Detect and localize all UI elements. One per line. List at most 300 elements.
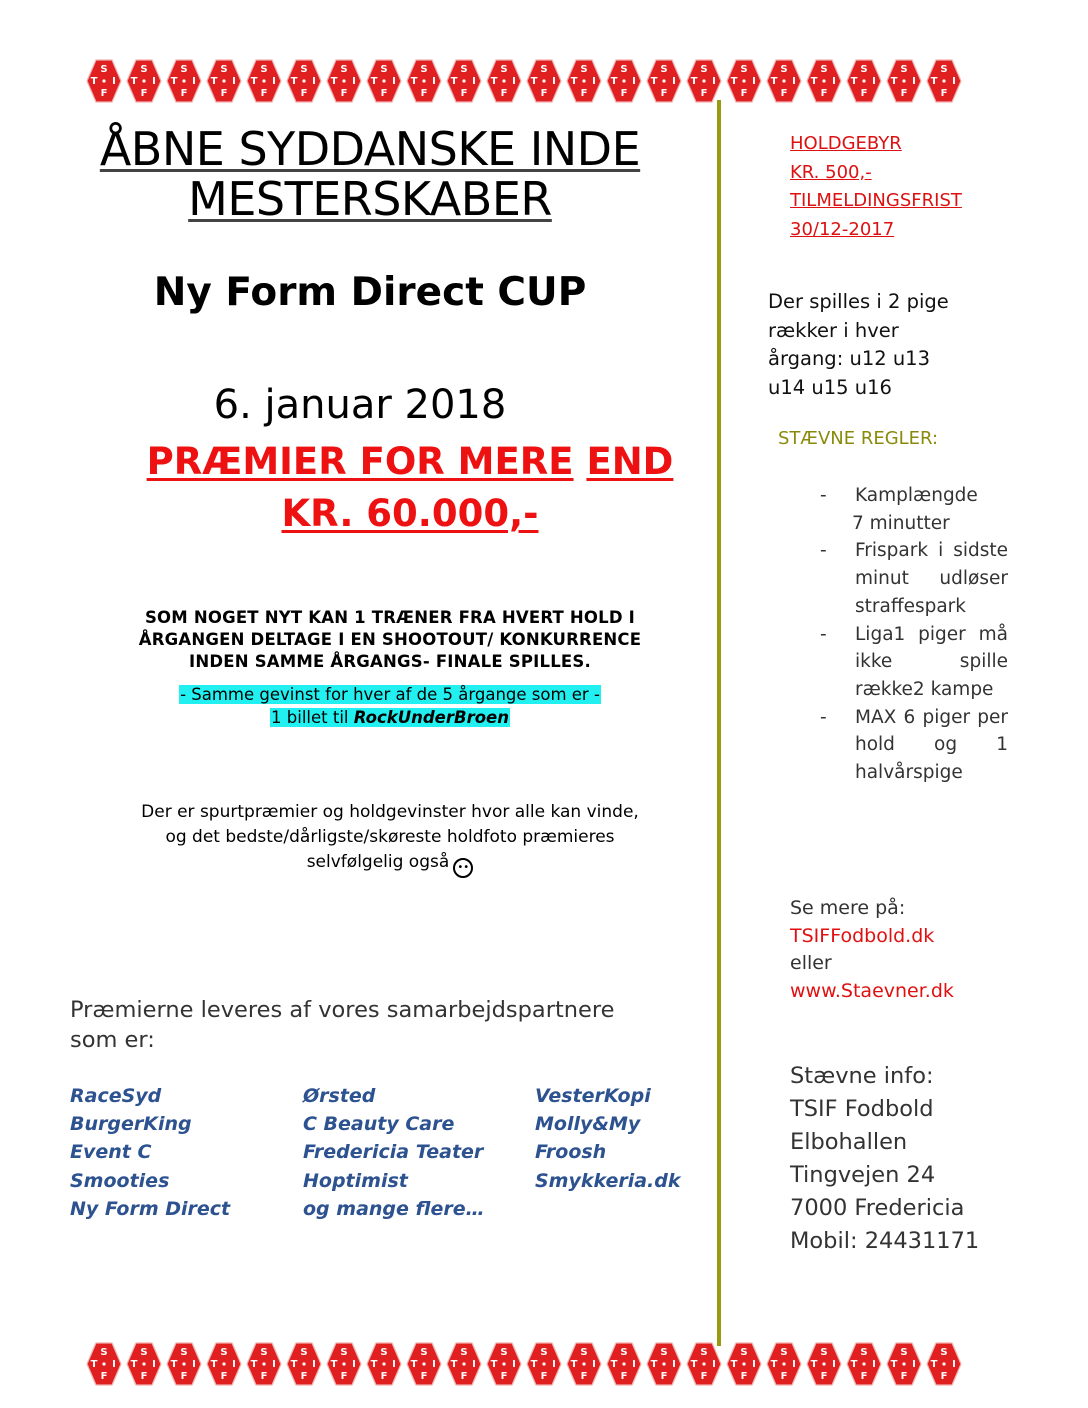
svg-text:T: T (730, 1359, 738, 1370)
svg-text:I: I (872, 1359, 876, 1370)
deadline-label: TILMELDINGSFRIST (790, 190, 962, 211)
rows-info (768, 288, 949, 402)
tsif-logo-icon (164, 57, 204, 105)
svg-text:F: F (380, 88, 388, 99)
tsif-logo-icon (884, 57, 924, 105)
svg-text:T: T (170, 1359, 178, 1370)
svg-text:S: S (620, 1347, 628, 1358)
svg-text:I: I (152, 76, 156, 87)
svg-text:I: I (792, 1359, 796, 1370)
fee-block (790, 130, 962, 244)
svg-text:T: T (850, 1359, 858, 1370)
shootout-line-1: SOM NOGET NYT KAN 1 TRÆNER FRA HVERT HOLD I (144, 608, 636, 627)
svg-text:S: S (540, 1347, 548, 1358)
svg-text:F: F (900, 88, 908, 99)
svg-text:F: F (300, 1371, 308, 1382)
tsif-logo-icon (84, 1340, 124, 1388)
svg-text:I: I (112, 1359, 116, 1370)
info-line: Tingvejen 24 (790, 1162, 936, 1188)
svg-text:S: S (580, 1347, 588, 1358)
svg-text:F: F (300, 88, 308, 99)
svg-text:T: T (810, 76, 818, 87)
info-line: Mobil: 24431171 (790, 1228, 980, 1254)
tsif-logo-icon (524, 57, 564, 105)
tsif-logo-icon (244, 1340, 284, 1388)
partners-intro-line-2: som er: (70, 1027, 155, 1053)
svg-text:I: I (472, 1359, 476, 1370)
tsif-logo-icon (524, 1340, 564, 1388)
partner: Smykkeria.dk (535, 1169, 681, 1192)
svg-text:I: I (912, 1359, 916, 1370)
svg-text:I: I (432, 1359, 436, 1370)
svg-text:S: S (380, 1347, 388, 1358)
or-text: eller (790, 952, 832, 974)
svg-text:I: I (632, 1359, 636, 1370)
svg-text:F: F (540, 88, 548, 99)
highlight-block (70, 683, 710, 729)
svg-text:S: S (900, 1347, 908, 1358)
svg-text:F: F (140, 1371, 148, 1382)
svg-text:I: I (872, 76, 876, 87)
svg-text:T: T (170, 76, 178, 87)
svg-text:S: S (660, 1347, 668, 1358)
svg-text:I: I (752, 1359, 756, 1370)
svg-text:S: S (780, 64, 788, 75)
tsif-logo-icon (404, 57, 444, 105)
rule-item (820, 704, 1008, 787)
svg-text:F: F (940, 1371, 948, 1382)
svg-text:T: T (330, 1359, 338, 1370)
svg-text:F: F (460, 1371, 468, 1382)
partner: RaceSyd (70, 1085, 162, 1107)
svg-text:T: T (210, 1359, 218, 1370)
svg-text:S: S (860, 64, 868, 75)
tsif-logo-icon (284, 1340, 324, 1388)
svg-text:S: S (540, 64, 548, 75)
svg-text:S: S (700, 1347, 708, 1358)
svg-text:F: F (540, 1371, 548, 1382)
rule-line: 7 minutter (852, 512, 950, 534)
tsif-logo-icon (124, 57, 164, 105)
svg-text:F: F (100, 1371, 108, 1382)
svg-text:F: F (580, 1371, 588, 1382)
svg-text:T: T (370, 76, 378, 87)
svg-text:F: F (780, 1371, 788, 1382)
svg-text:I: I (192, 1359, 196, 1370)
spurt-line-1: Der er spurtpræmier og holdgevinster hvor alle kan vinde, (141, 802, 639, 822)
svg-text:S: S (220, 1347, 228, 1358)
svg-text:I: I (752, 76, 756, 87)
svg-text:S: S (740, 1347, 748, 1358)
svg-text:I: I (712, 1359, 716, 1370)
link-staevner[interactable]: www.Staevner.dk (790, 979, 954, 1002)
svg-text:I: I (952, 1359, 956, 1370)
tsif-logo-icon (844, 57, 884, 105)
title-line-1: ÅBNE SYDDANSKE INDE (99, 122, 641, 176)
tsif-logo-icon (604, 57, 644, 105)
svg-text:S: S (460, 1347, 468, 1358)
svg-text:S: S (260, 64, 268, 75)
rules-title: STÆVNE REGLER: (778, 428, 939, 449)
svg-text:I: I (312, 76, 316, 87)
partner: Hoptimist (303, 1169, 408, 1192)
partners-intro-line-1: Præmierne leveres af vores samarbejdspartnere (70, 997, 615, 1023)
svg-text:S: S (260, 1347, 268, 1358)
rockunderbroen: RockUnderBroen (353, 708, 509, 727)
svg-text:I: I (272, 1359, 276, 1370)
svg-text:F: F (380, 1371, 388, 1382)
partner: Molly&My (535, 1113, 641, 1136)
svg-text:T: T (930, 1359, 938, 1370)
partner: Ny Form Direct (70, 1197, 231, 1220)
partner: Fredericia Teater (303, 1141, 484, 1164)
svg-text:S: S (380, 64, 388, 75)
svg-text:I: I (552, 76, 556, 87)
rule-text: Frispark i sidste minut udløser straffespark (855, 540, 1008, 617)
svg-text:T: T (770, 1359, 778, 1370)
svg-text:I: I (432, 76, 436, 87)
svg-text:I: I (232, 76, 236, 87)
svg-text:T: T (450, 76, 458, 87)
svg-text:T: T (570, 76, 578, 87)
partner: VesterKopi (535, 1085, 651, 1107)
fee-label: HOLDGEBYR (790, 133, 902, 154)
partner: C Beauty Care (303, 1113, 455, 1136)
tsif-logo-icon (804, 57, 844, 105)
svg-text:I: I (912, 76, 916, 87)
event-date: 6. januar 2018 (213, 382, 507, 428)
tsif-logo-icon (724, 57, 764, 105)
svg-text:S: S (620, 64, 628, 75)
svg-text:S: S (100, 64, 108, 75)
svg-text:T: T (410, 76, 418, 87)
svg-text:F: F (500, 88, 508, 99)
tsif-logo-icon (724, 1340, 764, 1388)
svg-text:T: T (610, 76, 618, 87)
svg-text:I: I (832, 76, 836, 87)
svg-text:S: S (140, 1347, 148, 1358)
svg-text:T: T (450, 1359, 458, 1370)
tsif-logo-icon (444, 1340, 484, 1388)
svg-text:I: I (672, 1359, 676, 1370)
svg-text:I: I (392, 1359, 396, 1370)
svg-text:T: T (490, 76, 498, 87)
svg-text:F: F (860, 1371, 868, 1382)
rows-line: årgang: u12 u13 (768, 347, 930, 370)
svg-text:T: T (290, 76, 298, 87)
svg-text:S: S (500, 64, 508, 75)
tsif-logo-icon (364, 1340, 404, 1388)
svg-text:S: S (900, 64, 908, 75)
svg-text:I: I (312, 1359, 316, 1370)
svg-text:S: S (700, 64, 708, 75)
svg-text:T: T (210, 76, 218, 87)
rules-list (820, 482, 1008, 787)
rows-line: Der spilles i 2 pige (768, 290, 949, 313)
svg-text:T: T (890, 76, 898, 87)
tsif-logo-icon (444, 57, 484, 105)
tsif-logo-icon (604, 1340, 644, 1388)
svg-text:I: I (832, 1359, 836, 1370)
partners-intro (70, 995, 710, 1055)
svg-text:T: T (130, 76, 138, 87)
info-line: 7000 Fredericia (790, 1195, 965, 1221)
partner: Froosh (535, 1141, 607, 1164)
svg-text:I: I (592, 76, 596, 87)
tsif-logo-icon (404, 1340, 444, 1388)
svg-text:S: S (460, 64, 468, 75)
spurt-line-3: selvfølgelig også (306, 852, 450, 872)
info-line: Stævne info: (790, 1063, 934, 1089)
tsif-logo-icon (324, 57, 364, 105)
svg-text:S: S (820, 64, 828, 75)
rule-dash: - (820, 485, 827, 506)
partner: BurgerKing (70, 1113, 192, 1136)
svg-text:I: I (952, 76, 956, 87)
svg-text:F: F (700, 1371, 708, 1382)
svg-text:I: I (112, 76, 116, 87)
rule-text: MAX 6 piger per hold og 1 halvårspige (855, 706, 1008, 784)
svg-text:S: S (580, 64, 588, 75)
svg-text:I: I (592, 1359, 596, 1370)
svg-text:T: T (250, 1359, 258, 1370)
deadline-value: 30/12-2017 (790, 218, 895, 240)
prize-part1: PRÆMIER FOR MERE (146, 440, 574, 483)
svg-text:F: F (100, 88, 108, 99)
partners-col-3 (535, 1082, 681, 1195)
svg-text:T: T (530, 76, 538, 87)
svg-text:I: I (792, 76, 796, 87)
svg-text:S: S (180, 1347, 188, 1358)
tsif-logo-icon (644, 57, 684, 105)
svg-text:T: T (890, 1359, 898, 1370)
svg-text:S: S (780, 1347, 788, 1358)
svg-text:T: T (130, 1359, 138, 1370)
svg-text:S: S (100, 1347, 108, 1358)
svg-text:F: F (820, 88, 828, 99)
svg-text:F: F (620, 1371, 628, 1382)
see-more-label: Se mere på: (790, 897, 906, 919)
svg-text:S: S (300, 1347, 308, 1358)
tsif-logo-icon (204, 57, 244, 105)
svg-text:T: T (410, 1359, 418, 1370)
svg-text:S: S (660, 64, 668, 75)
svg-text:T: T (650, 76, 658, 87)
rule-text: Liga1 piger må ikke spille række2 kampe (855, 623, 1008, 700)
title-line-2: MESTERSKABER (188, 172, 552, 226)
svg-text:T: T (810, 1359, 818, 1370)
svg-text:I: I (632, 76, 636, 87)
shootout-text (70, 607, 710, 673)
tsif-logo-icon (684, 1340, 724, 1388)
svg-text:S: S (860, 1347, 868, 1358)
logo-row-bottom (84, 1340, 964, 1388)
svg-text:I: I (512, 76, 516, 87)
svg-text:F: F (940, 88, 948, 99)
svg-text:T: T (690, 1359, 698, 1370)
svg-text:T: T (90, 1359, 98, 1370)
rule-dash: - (820, 706, 827, 728)
svg-text:F: F (260, 1371, 268, 1382)
prize-amount: KR. 60.000,- (281, 492, 539, 535)
svg-text:S: S (420, 1347, 428, 1358)
svg-text:F: F (180, 1371, 188, 1382)
svg-text:T: T (850, 76, 858, 87)
svg-text:F: F (460, 88, 468, 99)
tsif-logo-icon (564, 1340, 604, 1388)
rule-text (852, 482, 1008, 537)
tsif-logo-icon (924, 57, 964, 105)
svg-text:F: F (740, 88, 748, 99)
svg-text:F: F (340, 1371, 348, 1382)
svg-text:I: I (272, 76, 276, 87)
svg-text:S: S (940, 64, 948, 75)
svg-text:I: I (672, 76, 676, 87)
svg-text:I: I (512, 1359, 516, 1370)
prize-heading (100, 436, 720, 540)
svg-text:I: I (392, 76, 396, 87)
rule-dash: - (820, 540, 827, 562)
shootout-line-3: INDEN SAMME ÅRGANGS- FINALE SPILLES. (189, 652, 591, 671)
subtitle: Ny Form Direct CUP (153, 270, 587, 315)
svg-text:S: S (220, 64, 228, 75)
svg-text:S: S (420, 64, 428, 75)
partner: Smooties (70, 1169, 170, 1192)
tsif-logo-icon (284, 57, 324, 105)
partner: Ørsted (303, 1085, 376, 1107)
link-tsiffodbold[interactable]: TSIFFodbold.dk (790, 924, 935, 947)
tsif-logo-icon (764, 1340, 804, 1388)
tsif-logo-icon (244, 57, 284, 105)
see-more-block (790, 895, 954, 1005)
svg-text:F: F (860, 88, 868, 99)
tsif-logo-icon (644, 1340, 684, 1388)
svg-text:S: S (820, 1347, 828, 1358)
svg-text:F: F (700, 88, 708, 99)
event-info (790, 1060, 979, 1258)
partners-col-1 (70, 1082, 230, 1223)
svg-text:S: S (740, 64, 748, 75)
info-line: TSIF Fodbold (790, 1096, 934, 1122)
svg-text:I: I (712, 76, 716, 87)
rule-line: Kamplængde (855, 485, 978, 506)
svg-text:S: S (300, 64, 308, 75)
tsif-logo-icon (684, 57, 724, 105)
tsif-logo-icon (564, 57, 604, 105)
main-title (60, 124, 680, 224)
svg-text:T: T (770, 76, 778, 87)
svg-text:F: F (660, 1371, 668, 1382)
rows-line: rækker i hver (768, 318, 899, 342)
svg-text:F: F (140, 88, 148, 99)
info-line: Elbohallen (790, 1129, 908, 1155)
svg-text:F: F (820, 1371, 828, 1382)
svg-text:I: I (192, 76, 196, 87)
tsif-logo-icon (204, 1340, 244, 1388)
svg-text:I: I (232, 1359, 236, 1370)
svg-text:T: T (90, 76, 98, 87)
svg-text:T: T (610, 1359, 618, 1370)
prize-part2: END (586, 440, 674, 483)
svg-text:F: F (580, 88, 588, 99)
svg-text:T: T (730, 76, 738, 87)
svg-text:F: F (340, 88, 348, 99)
svg-text:F: F (500, 1371, 508, 1382)
tsif-logo-icon (484, 1340, 524, 1388)
svg-text:F: F (660, 88, 668, 99)
tsif-logo-icon (364, 57, 404, 105)
highlight-line-1: - Samme gevinst for hver af de 5 årgange som er - (180, 685, 600, 704)
svg-text:F: F (260, 88, 268, 99)
rule-dash: - (820, 623, 827, 645)
svg-text:T: T (690, 76, 698, 87)
tsif-logo-icon (924, 1340, 964, 1388)
spurt-text (60, 800, 720, 878)
tsif-logo-icon (84, 57, 124, 105)
shootout-line-2: ÅRGANGEN DELTAGE I EN SHOOTOUT/ KONKURRENCE (138, 630, 642, 649)
svg-text:T: T (650, 1359, 658, 1370)
svg-text:T: T (370, 1359, 378, 1370)
svg-text:F: F (780, 88, 788, 99)
svg-text:I: I (472, 76, 476, 87)
tsif-logo-icon (164, 1340, 204, 1388)
svg-text:T: T (250, 76, 258, 87)
winking-face-icon: •• (453, 858, 473, 878)
svg-text:I: I (552, 1359, 556, 1370)
svg-text:F: F (900, 1371, 908, 1382)
highlight-line-2 (270, 708, 510, 727)
svg-text:S: S (340, 1347, 348, 1358)
tsif-logo-icon (124, 1340, 164, 1388)
svg-text:F: F (220, 1371, 228, 1382)
tsif-logo-icon (844, 1340, 884, 1388)
tsif-logo-icon (884, 1340, 924, 1388)
svg-text:F: F (420, 88, 428, 99)
svg-text:S: S (340, 64, 348, 75)
fee-value: KR. 500,- (790, 161, 872, 183)
svg-text:T: T (530, 1359, 538, 1370)
rule-item (820, 537, 1008, 620)
svg-text:F: F (420, 1371, 428, 1382)
svg-text:F: F (620, 88, 628, 99)
svg-text:T: T (490, 1359, 498, 1370)
rule-item (820, 482, 1008, 537)
spurt-line-2: og det bedste/dårligste/skøreste holdfoto præmieres (165, 827, 615, 847)
tsif-logo-icon (804, 1340, 844, 1388)
svg-text:I: I (152, 1359, 156, 1370)
rows-line: u14 u15 u16 (768, 375, 892, 399)
tsif-logo-icon (484, 57, 524, 105)
partners-col-2 (303, 1082, 485, 1223)
highlight-prefix: 1 billet til (271, 708, 354, 727)
svg-text:I: I (352, 76, 356, 87)
svg-text:T: T (330, 76, 338, 87)
svg-text:T: T (570, 1359, 578, 1370)
svg-text:S: S (500, 1347, 508, 1358)
tsif-logo-icon (764, 57, 804, 105)
svg-text:T: T (930, 76, 938, 87)
svg-text:T: T (290, 1359, 298, 1370)
svg-text:F: F (740, 1371, 748, 1382)
vertical-divider (717, 100, 721, 1346)
svg-text:S: S (180, 64, 188, 75)
svg-text:F: F (180, 88, 188, 99)
rule-item (820, 621, 1008, 704)
svg-text:F: F (220, 88, 228, 99)
partner: Event C (70, 1141, 152, 1164)
partner: og mange flere… (303, 1197, 485, 1220)
svg-text:I: I (352, 1359, 356, 1370)
